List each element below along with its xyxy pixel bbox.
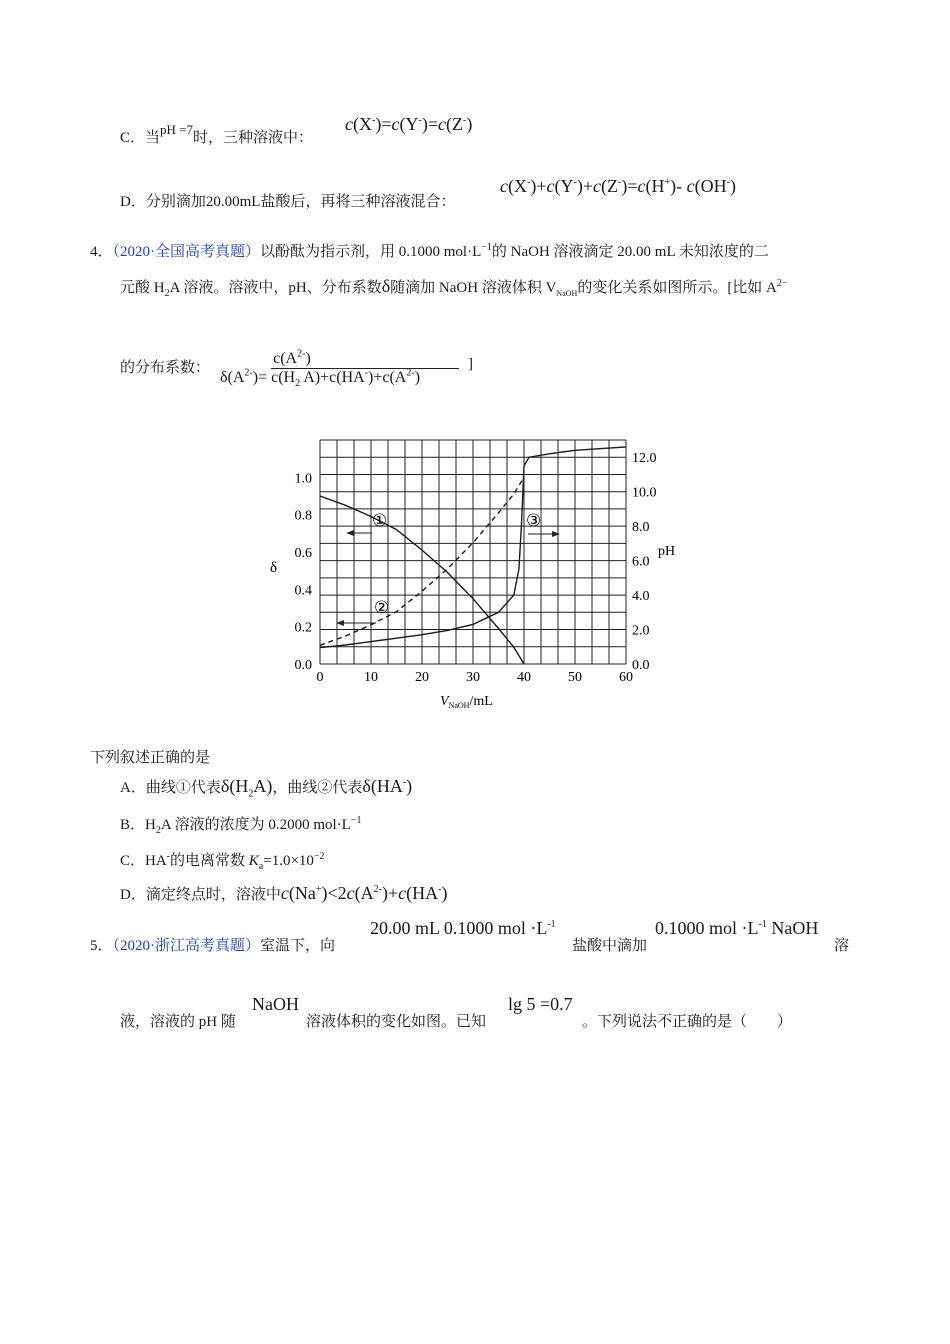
q5-math-4: lg 5 =0.7 [508, 994, 573, 1014]
option-c-formula: c(X-)=c(Y-)=c(Z-) [345, 114, 473, 134]
chart-grid [320, 440, 626, 664]
option-c-rest: 时，三种溶液中： [193, 130, 314, 146]
y-left-tick-label: 0.0 [294, 658, 312, 673]
q5-line2: 液，溶液的 pH 随 [120, 1014, 236, 1030]
q4-line3: 的分布系数： [120, 360, 211, 376]
curve-label-3 [526, 511, 560, 537]
y-right-tick-label: 6.0 [632, 554, 650, 570]
q4-delta-formula: $\delta(A^{2-})=$ $\frac{c(A^{2-})}{c(H_2 A)+c(HA^-)+c(A^{2-})}$ [220, 350, 459, 387]
x-tick-label: 60 [619, 670, 633, 685]
chart-ticks [295, 451, 657, 685]
x-tick-label: 40 [517, 670, 531, 685]
q4-bracket: ] [468, 356, 473, 372]
q4-source: （2020·全国高考真题） [112, 244, 261, 260]
svg-text:①: ① [372, 511, 388, 530]
option-d-label: D．分别滴加 [120, 194, 206, 210]
option-d-formula: c(X-)+c(Y-)+c(Z-)=c(H+)- c(OH-) [500, 176, 736, 196]
y-left-tick-label: 0.8 [294, 508, 312, 524]
q5-line1c: 溶 [834, 938, 850, 954]
q4-option-d: D．滴定终点时，溶液中$c(Na^+)<2c(A^{2-})+c(HA^-)$ [120, 883, 448, 903]
y-left-tick-label: 1.0 [294, 471, 312, 487]
q4-text-1b: 的 NaOH 溶液滴定 20.00 mL 未知浓度的二 [491, 244, 769, 260]
y-right-tick-label: 10.0 [632, 485, 657, 501]
q4-option-c: C．HA-的电离常数 $K_a=1.0\times 10^{-2}$ [120, 851, 325, 872]
y-left-label: δ [270, 560, 278, 576]
option-d-vol: 20.00mL [205, 194, 261, 210]
y-left-tick-label: 0.6 [294, 546, 312, 561]
svg-text:②: ② [374, 598, 390, 617]
x-tick-label: 50 [568, 670, 582, 685]
x-tick-label: 20 [415, 670, 429, 685]
svg-text:③: ③ [526, 511, 542, 530]
q5-line2c: 。下列说法不正确的是（ ） [582, 1014, 793, 1030]
option-c [120, 122, 314, 147]
x-tick-label: 30 [466, 670, 480, 685]
q4-text-1: 以酚酞为指示剂，用 0.1000 mol·L [260, 244, 482, 260]
q4-line2: 元酸 $H_2A$ 溶液。溶液中，pH、分布系数δ随滴加 NaOH 溶液体积 $V_{NaOH}$的变化关系如图所示。[比如 $A^{2-}$ [120, 276, 788, 299]
y-right-tick-label: 8.0 [632, 520, 650, 536]
q4-line1: 4．（2020·全国高考真题）以酚酞为指示剂，用 0.1000 $mol\cdot L^{-1}$的 NaOH 溶液滴定 20.00 mL 未知浓度的二 [90, 242, 769, 260]
q5-math-2: 0.1000 mol $\cdot L^{-1}$ NaOH [655, 918, 819, 938]
option-d [120, 190, 455, 211]
q4-option-a: A．曲线①代表$\delta(H_2A)$，曲线②代表δ(HA-) [120, 776, 413, 800]
q4-number: 4． [90, 244, 113, 260]
option-d-rest: 盐酸后，再将三种溶液混合： [260, 194, 456, 210]
y-left-tick-label: 0.2 [294, 620, 312, 636]
option-c-ph: pH =7 [160, 122, 193, 137]
y-right-tick-label: 2.0 [632, 623, 650, 639]
y-left-tick-label: 0.4 [294, 583, 312, 599]
q5-line1: 5．（2020·浙江高考真题）室温下，向 [90, 938, 336, 954]
x-tick-label: 0 [316, 670, 324, 685]
option-c-label: C．当 [120, 130, 161, 146]
y-right-label: pH [658, 544, 676, 559]
q5-line2b: 溶液体积的变化如图。已知 [306, 1014, 487, 1030]
q5-line1b: 盐酸中滴加 [572, 938, 648, 954]
y-right-tick-label: 12.0 [632, 451, 657, 467]
titration-chart [260, 430, 680, 720]
x-tick-label: 10 [364, 670, 378, 685]
q4-option-b: B．$H_2A$ 溶液的浓度为 0.2000 $mol\cdot L^{-1}$ [120, 815, 362, 836]
y-right-tick-label: 4.0 [632, 589, 650, 605]
y-right-tick-label: 0.0 [632, 658, 650, 673]
q4-question: 下列叙述正确的是 [90, 750, 211, 766]
q5-math-1: 20.00 mL 0.1000 mol $\cdot L^{-1}$ [370, 918, 556, 938]
x-axis-label: $V_{NaOH}/mL$ [440, 694, 493, 710]
q5-math-3: NaOH [252, 994, 299, 1014]
